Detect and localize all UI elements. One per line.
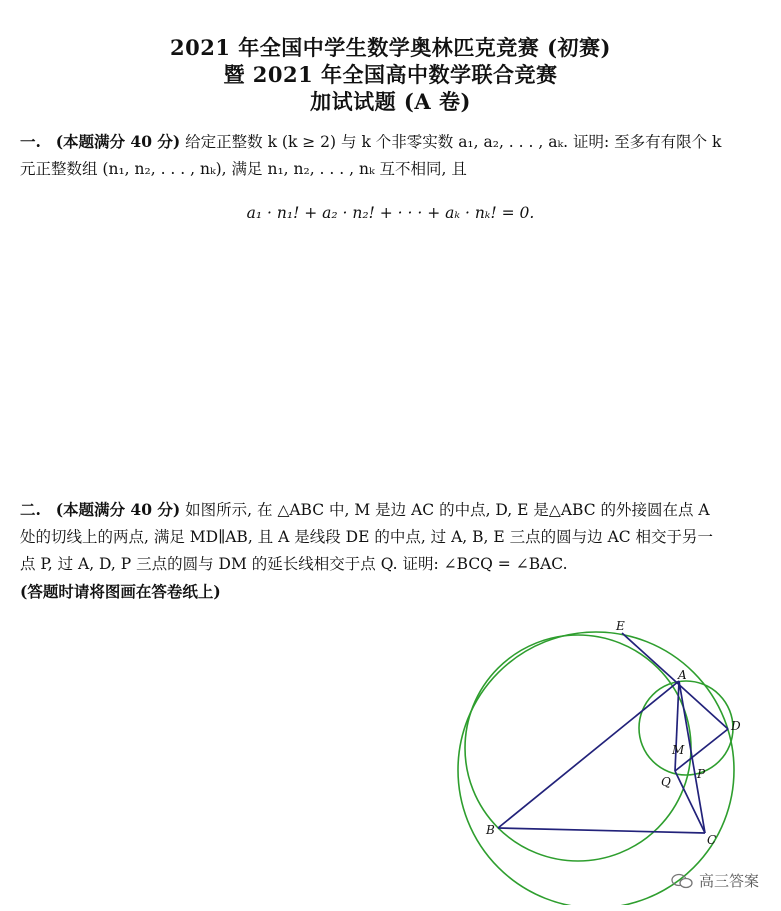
title-line-2: 暨 2021 年全国高中数学联合竞赛 — [223, 62, 558, 87]
chat-bubbles-icon — [671, 873, 693, 889]
label-c: C — [707, 833, 717, 847]
problem-2-score: (本题满分 40 分) — [55, 500, 181, 519]
segment-bc — [498, 828, 705, 833]
geometry-figure — [440, 605, 780, 905]
label-e: E — [616, 619, 625, 633]
label-p: P — [697, 767, 706, 781]
watermark-text: 高三答案 — [698, 872, 759, 890]
label-d: D — [731, 719, 741, 733]
circle-adp — [639, 681, 733, 775]
title-block — [0, 34, 781, 115]
problem-1-text-line-2: 元正整数组 (n₁, n₂, . . . , nₖ), 满足 n₁, n₂, . . . , nₖ 互不相同, 且 — [20, 160, 467, 178]
problem-1 — [20, 128, 760, 183]
label-a: A — [678, 668, 687, 682]
circle-abe — [458, 632, 734, 905]
watermark — [671, 870, 759, 891]
problem-2-text-line-1: 如图所示, 在 △ABC 中, M 是边 AC 的中点, D, E 是△ABC 的外接圆在点 A — [185, 501, 710, 519]
problem-2-note: (答题时请将图画在答卷纸上) — [20, 582, 221, 601]
problem-2-text-line-2: 处的切线上的两点, 满足 MD∥AB, 且 A 是线段 DE 的中点, 过 A, B, E 三点的圆与边 AC 相交于另一 — [20, 528, 714, 546]
label-m: M — [672, 743, 685, 757]
problem-1-score: (本题满分 40 分) — [55, 132, 181, 151]
label-b: B — [486, 823, 495, 837]
label-q: Q — [661, 775, 671, 789]
problem-2-number: 二. — [20, 500, 41, 519]
segment-ab — [498, 681, 679, 828]
problem-2 — [20, 496, 760, 605]
problem-1-formula: a₁ · n₁! + a₂ · n₂! + · · · + aₖ · nₖ! = 0. — [246, 204, 535, 222]
title-line-3: 加试试题 (A 卷) — [310, 89, 471, 114]
title-line-1: 2021 年全国中学生数学奥林匹克竞赛 (初赛) — [170, 35, 611, 60]
problem-1-text-line-1: 给定正整数 k (k ≥ 2) 与 k 个非零实数 a₁, a₂, . . . , aₖ. 证明: 至多有有限个 k — [185, 133, 722, 151]
problem-2-text-line-3: 点 P, 过 A, D, P 三点的圆与 DM 的延长线相交于点 Q. 证明: ∠BCQ = ∠BAC. — [20, 555, 568, 573]
problem-1-number: 一. — [20, 132, 41, 151]
